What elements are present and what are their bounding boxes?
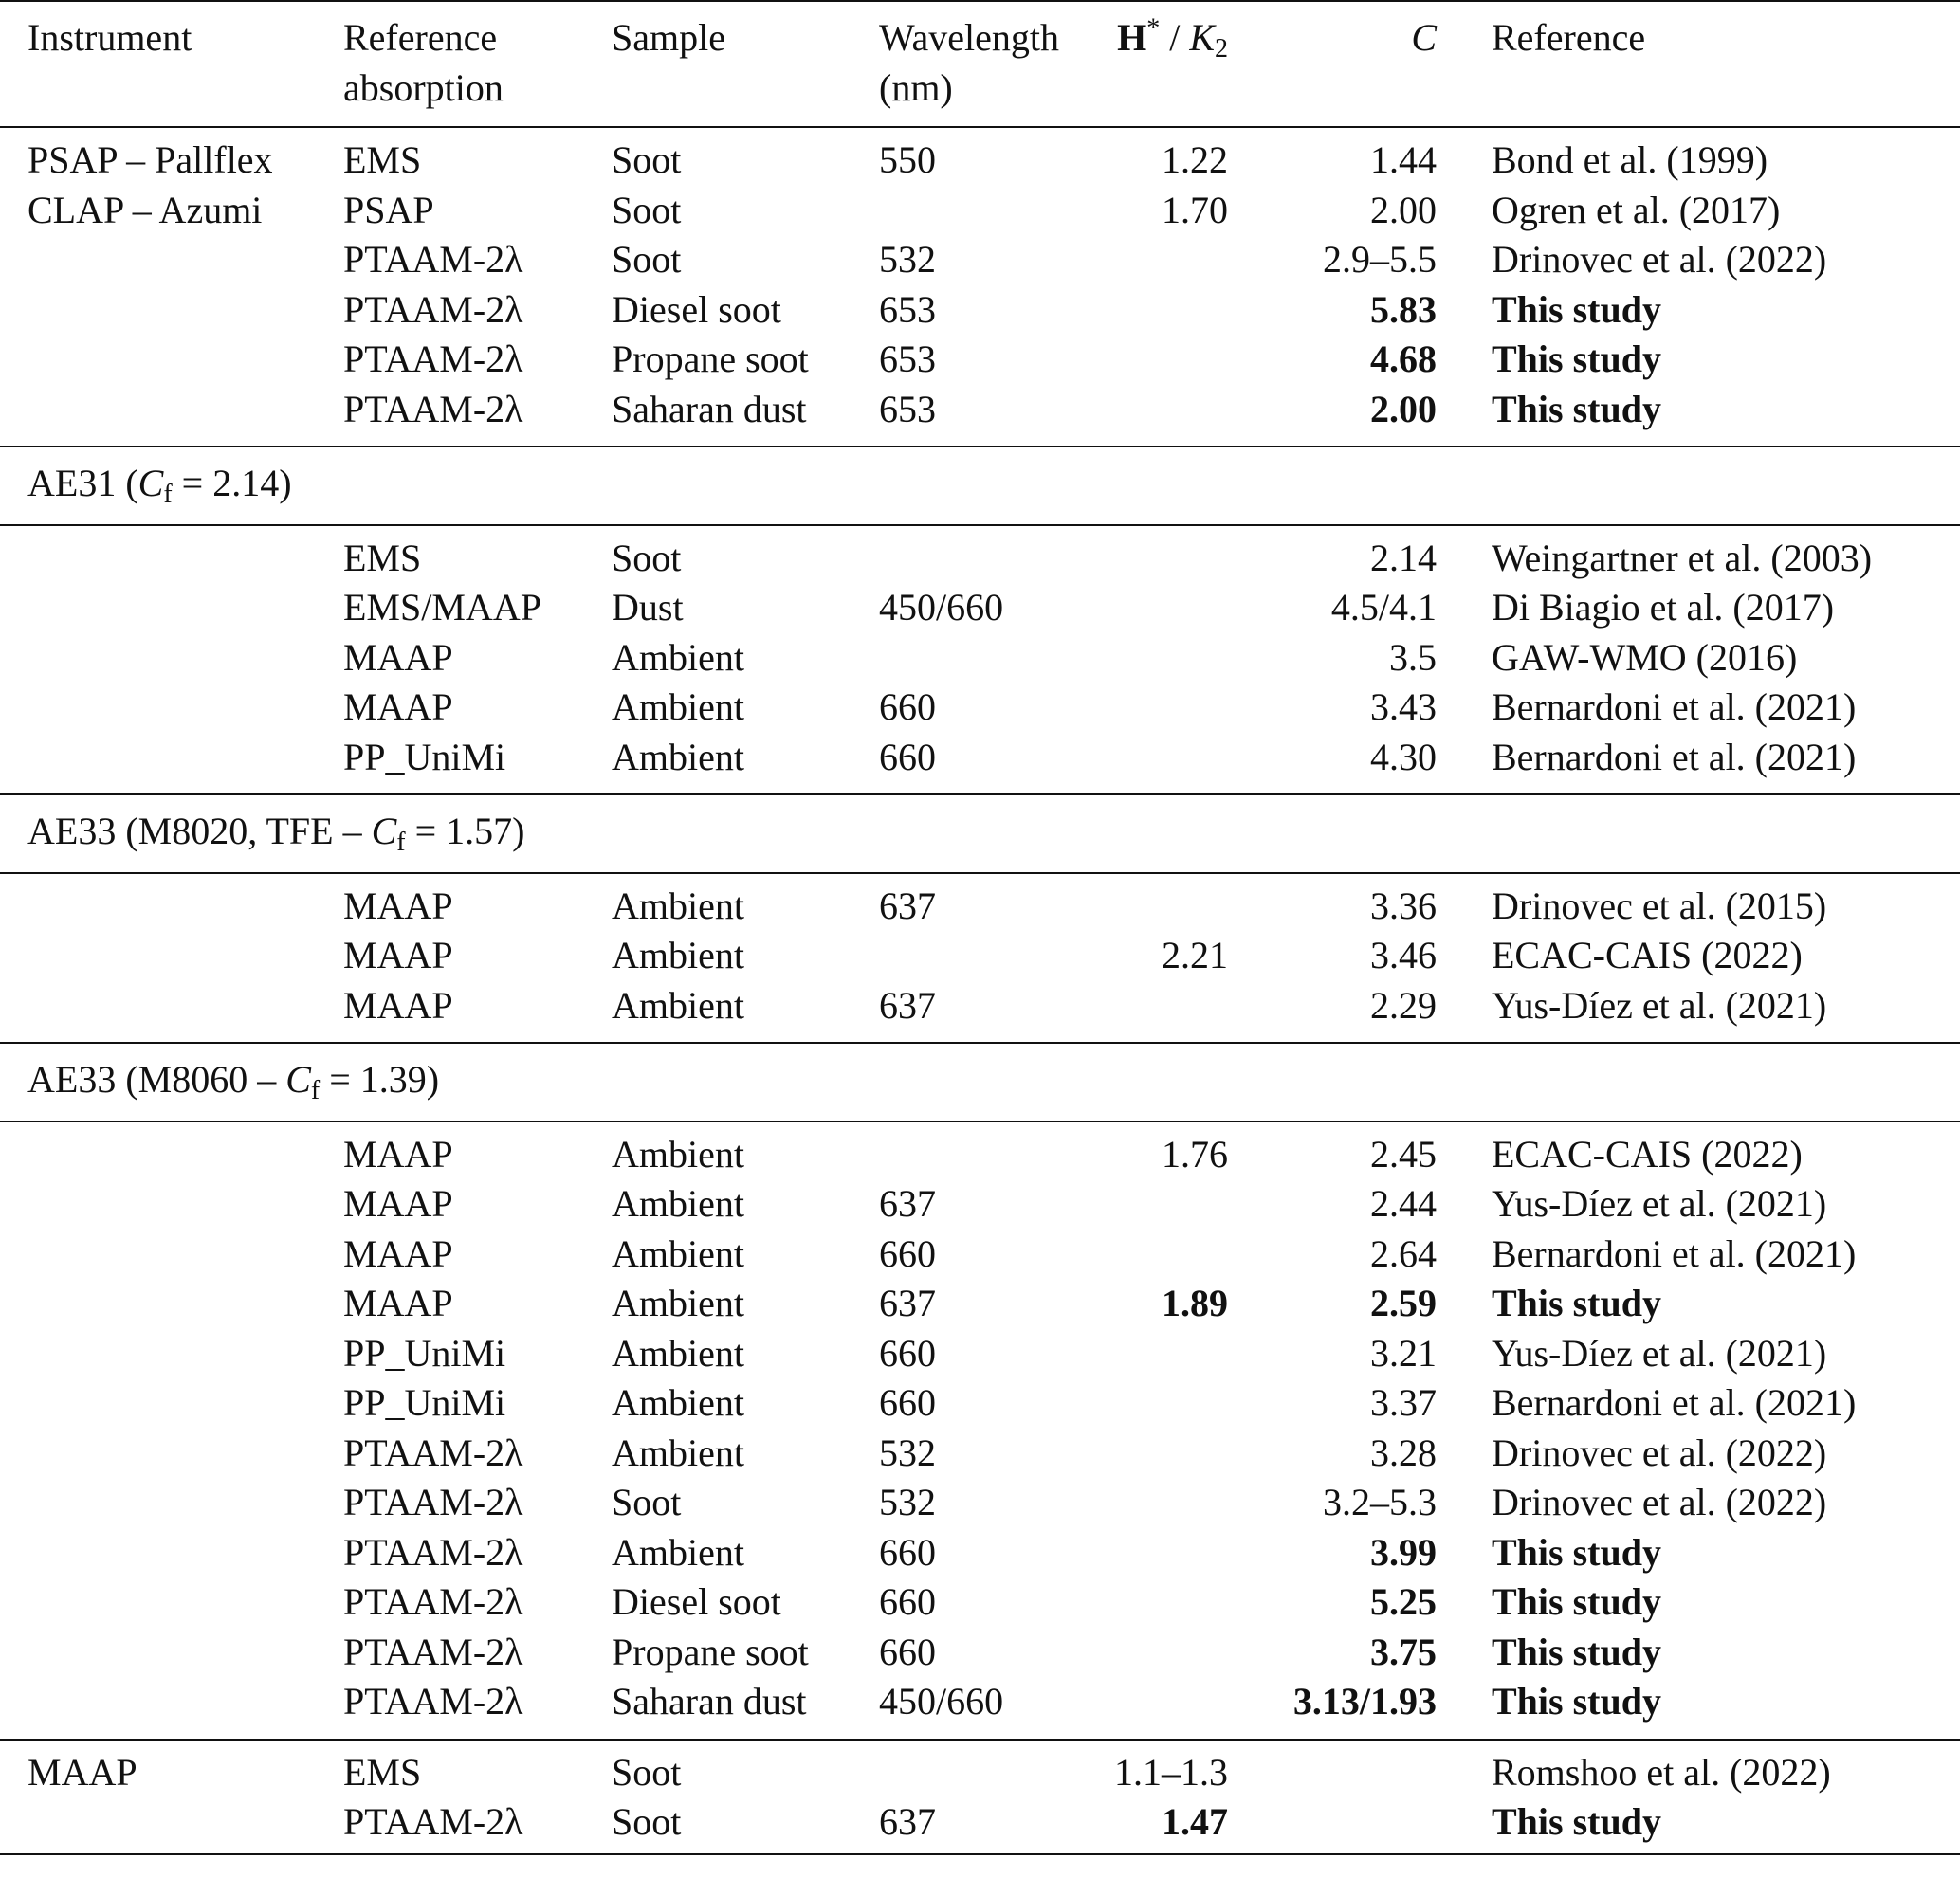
group-title-row [0, 1043, 1960, 1121]
sample-cell: Propane soot [612, 1630, 809, 1673]
hk-cell [1105, 1628, 1228, 1678]
table-row [0, 385, 1960, 447]
ref-abs-cell: EMS/MAAP [343, 586, 541, 629]
sample-cell: Soot [612, 525, 879, 584]
group-title-ae33-m8060: AE33 $(M8060 - C_f = 1.39)$ [0, 1043, 1960, 1121]
reference-cell: This study [1492, 337, 1661, 380]
hk-cell: 1.70 [1162, 188, 1228, 231]
reference-cell: This study [1492, 287, 1661, 331]
group-title-ae31: AE31 $(C_f = 2.14)$ [0, 447, 1960, 525]
c-cell: 4.68 [1370, 337, 1437, 380]
wavelength-cell: 550 [879, 127, 1105, 186]
sample-cell: Soot [612, 1797, 879, 1854]
wavelength-cell: 660 [879, 1580, 936, 1623]
instrument-cell: CLAP – Azumi [27, 188, 263, 231]
table-row [0, 583, 1960, 633]
sample-cell: Ambient [612, 934, 744, 976]
table-row [0, 1121, 1960, 1180]
wavelength-cell: 653 [879, 287, 936, 331]
wavelength-cell [879, 1121, 1105, 1180]
table-row [0, 873, 1960, 932]
wavelength-cell [879, 931, 1105, 981]
ref-abs-cell: EMS [343, 1740, 612, 1798]
reference-cell: This study [1492, 1580, 1661, 1623]
sample-cell: Ambient [612, 735, 744, 778]
hk-cell [1105, 335, 1228, 385]
reference-cell: This study [1492, 1530, 1661, 1574]
hk-cell [1105, 525, 1228, 584]
c-cell: 2.00 [1370, 188, 1437, 231]
ref-abs-cell: PTAAM-2λ [343, 1797, 612, 1854]
sample-cell: Saharan dust [612, 387, 807, 430]
header-reference-absorption: Reference absorption [343, 16, 504, 109]
reference-cell: ECAC-CAIS (2022) [1437, 1121, 1960, 1180]
instrument-cell: MAAP [0, 1740, 343, 1798]
hk-cell [1105, 1179, 1228, 1230]
ref-abs-cell: MAAP [343, 873, 612, 932]
ref-abs-cell: MAAP [343, 983, 453, 1027]
table-row [0, 1677, 1960, 1740]
hk-cell: 1.22 [1105, 127, 1228, 186]
c-cell: 3.37 [1370, 1381, 1437, 1424]
instrument-cell: PSAP – Pallflex [0, 127, 343, 186]
table-row [0, 981, 1960, 1044]
wavelength-cell: 637 [879, 983, 936, 1027]
wavelength-cell: 450/660 [879, 1680, 1004, 1723]
sample-cell: Diesel soot [612, 1580, 781, 1623]
hk-cell [1105, 1378, 1228, 1429]
c-cell: 3.28 [1370, 1431, 1437, 1474]
reference-cell: This study [1492, 1630, 1661, 1673]
c-cell: 3.5 [1389, 635, 1437, 679]
ref-abs-cell: MAAP [343, 1121, 612, 1180]
hk-cell [1105, 683, 1228, 733]
hk-cell: 1.89 [1162, 1282, 1228, 1324]
ref-abs-cell: PTAAM-2λ [343, 337, 523, 380]
ref-abs-cell: PTAAM-2λ [343, 1680, 523, 1723]
table-row [0, 1528, 1960, 1578]
c-cell: 1.44 [1228, 127, 1437, 186]
ref-abs-cell: EMS [343, 525, 612, 584]
table-row [0, 633, 1960, 684]
table-row [0, 235, 1960, 285]
sample-cell: Ambient [612, 1431, 744, 1474]
wavelength-cell: 653 [879, 337, 936, 380]
header-h-k2: $H^* / K_2$ [1117, 13, 1228, 64]
wavelength-cell: 653 [879, 387, 936, 430]
wavelength-cell: 532 [879, 1481, 936, 1523]
hk-cell [1105, 981, 1228, 1044]
reference-cell: Bernardoni et al. (2021) [1492, 685, 1857, 728]
table-row [0, 1478, 1960, 1528]
table-row [0, 1740, 1960, 1798]
table-row [0, 1329, 1960, 1379]
header-instrument: Instrument [27, 16, 192, 59]
sample-cell: Soot [612, 127, 879, 186]
sample-cell: Ambient [612, 1182, 744, 1225]
table-row [0, 1429, 1960, 1479]
reference-cell: Drinovec et al. (2022) [1492, 238, 1827, 281]
sample-cell: Soot [612, 1481, 682, 1523]
sample-cell: Ambient [612, 873, 879, 932]
sample-cell: Ambient [612, 635, 744, 679]
hk-cell: 1.76 [1105, 1121, 1228, 1180]
ref-abs-cell: PP_UniMi [343, 735, 506, 778]
table-row [0, 733, 1960, 795]
reference-cell: Bond et al. (1999) [1437, 127, 1960, 186]
header-wavelength: Wavelength (nm) [879, 16, 1060, 109]
reference-cell: ECAC-CAIS (2022) [1492, 934, 1803, 976]
c-cell: 2.45 [1228, 1121, 1437, 1180]
sample-cell: Saharan dust [612, 1680, 807, 1723]
reference-cell: Drinovec et al. (2015) [1437, 873, 1960, 932]
group-title-row [0, 447, 1960, 525]
reference-cell: Yus-Díez et al. (2021) [1492, 1182, 1827, 1225]
c-cell: 2.59 [1370, 1282, 1437, 1324]
sample-cell: Soot [612, 1740, 879, 1798]
sample-cell: Ambient [612, 1282, 744, 1324]
wavelength-cell: 660 [879, 1381, 936, 1424]
wavelength-cell: 660 [879, 1231, 936, 1275]
header-reference: Reference [1492, 16, 1646, 59]
ref-abs-cell: MAAP [343, 1182, 453, 1225]
sample-cell: Ambient [612, 1331, 744, 1375]
c-cell: 3.13/1.93 [1292, 1680, 1437, 1723]
wavelength-cell: 660 [879, 1530, 936, 1574]
c-cell: 2.44 [1370, 1182, 1437, 1225]
sample-cell: Soot [612, 188, 682, 231]
wavelength-cell: 660 [879, 735, 936, 778]
wavelength-cell: 532 [879, 238, 936, 281]
ref-abs-cell: PTAAM-2λ [343, 1580, 523, 1623]
ref-abs-cell: MAAP [343, 635, 453, 679]
reference-cell: This study [1492, 387, 1661, 430]
c-cell: 5.25 [1370, 1580, 1437, 1623]
sample-cell: Soot [612, 238, 682, 281]
wavelength-cell: 637 [879, 873, 1105, 932]
c-cell: 3.2–5.3 [1323, 1481, 1437, 1523]
c-cell: 3.43 [1370, 685, 1437, 728]
table-header [0, 1, 1960, 127]
ref-abs-cell: PTAAM-2λ [343, 1431, 523, 1474]
ref-abs-cell: PSAP [343, 188, 434, 231]
hk-cell [1105, 1329, 1228, 1379]
wavelength-cell: 637 [879, 1797, 1105, 1854]
reference-cell: Drinovec et al. (2022) [1492, 1431, 1827, 1474]
sample-cell: Diesel soot [612, 287, 781, 331]
c-cell: 3.99 [1370, 1530, 1437, 1574]
header-sample: Sample [612, 16, 725, 59]
reference-cell: Bernardoni et al. (2021) [1492, 1381, 1857, 1424]
reference-cell: Yus-Díez et al. (2021) [1492, 1331, 1827, 1375]
wavelength-cell: 532 [879, 1431, 936, 1474]
wavelength-cell [879, 633, 1105, 684]
reference-cell: This study [1492, 1680, 1661, 1723]
table-row [0, 683, 1960, 733]
wavelength-cell: 637 [879, 1182, 936, 1225]
wavelength-cell: 660 [879, 1331, 936, 1375]
c-cell: 3.21 [1370, 1331, 1437, 1375]
hk-cell [1105, 873, 1228, 932]
table-row [0, 1628, 1960, 1678]
wavelength-cell: 660 [879, 1630, 936, 1673]
hk-cell [1105, 583, 1228, 633]
reference-cell: Drinovec et al. (2022) [1492, 1481, 1827, 1523]
reference-cell: Bernardoni et al. (2021) [1492, 735, 1857, 778]
ref-abs-cell: MAAP [343, 1231, 453, 1275]
ref-abs-cell: PTAAM-2λ [343, 1630, 523, 1673]
hk-cell [1105, 733, 1228, 795]
ref-abs-cell: EMS [343, 127, 612, 186]
reference-cell: Ogren et al. (2017) [1492, 188, 1781, 231]
wavelength-cell [879, 186, 1105, 236]
hk-cell [1105, 385, 1228, 447]
table-row [0, 1378, 1960, 1429]
c-cell: 2.29 [1370, 983, 1437, 1027]
ref-abs-cell: PP_UniMi [343, 1331, 506, 1375]
table-row [0, 1577, 1960, 1628]
wavelength-cell: 660 [879, 685, 936, 728]
sample-cell: Ambient [612, 1121, 879, 1180]
wavelength-cell: 450/660 [879, 586, 1004, 629]
table-row [0, 1797, 1960, 1854]
reference-cell: Romshoo et al. (2022) [1437, 1740, 1960, 1798]
c-cell: 3.36 [1228, 873, 1437, 932]
hk-cell: 1.47 [1105, 1797, 1228, 1854]
wavelength-cell [879, 525, 1105, 584]
c-cell: 3.46 [1370, 934, 1437, 976]
hk-cell [1105, 633, 1228, 684]
sample-cell: Ambient [612, 983, 744, 1027]
ref-abs-cell: PTAAM-2λ [343, 238, 523, 281]
table-row [0, 931, 1960, 981]
c-cell: 4.30 [1370, 735, 1437, 778]
ref-abs-cell: PTAAM-2λ [343, 1530, 523, 1574]
sample-cell: Dust [612, 586, 684, 629]
table-row [0, 525, 1960, 584]
table-row [0, 1279, 1960, 1329]
hk-cell [1105, 1677, 1228, 1740]
table-row [0, 1230, 1960, 1280]
table-row [0, 1179, 1960, 1230]
ref-abs-cell: MAAP [343, 1282, 453, 1324]
reference-cell: GAW-WMO (2016) [1492, 635, 1798, 679]
hk-cell [1105, 235, 1228, 285]
sample-cell: Ambient [612, 685, 744, 728]
sample-cell: Propane soot [612, 337, 809, 380]
ref-abs-cell: PTAAM-2λ [343, 1481, 523, 1523]
hk-cell [1105, 1230, 1228, 1280]
table-row [0, 285, 1960, 336]
c-cell: 2.64 [1370, 1231, 1437, 1275]
ref-abs-cell: MAAP [343, 685, 453, 728]
table-row [0, 186, 1960, 236]
hk-cell [1105, 285, 1228, 336]
ref-abs-cell: PP_UniMi [343, 1381, 506, 1424]
sample-cell: Ambient [612, 1530, 744, 1574]
wavelength-cell [879, 1740, 1105, 1798]
group-title-ae33-m8020: AE33 (M8020, TFE – $C_f = 1.57$) [0, 794, 1960, 873]
c-cell: 2.9–5.5 [1323, 238, 1437, 281]
c-cell [1228, 1740, 1437, 1798]
hk-cell [1105, 1528, 1228, 1578]
hk-cell: 2.21 [1162, 934, 1228, 976]
hk-cell [1105, 1429, 1228, 1479]
hk-cell: 1.1–1.3 [1105, 1740, 1228, 1798]
c-cell: 5.83 [1370, 287, 1437, 331]
sample-cell: Ambient [612, 1231, 744, 1275]
ref-abs-cell: PTAAM-2λ [343, 387, 523, 430]
reference-cell: Weingartner et al. (2003) [1437, 525, 1960, 584]
c-cell: 2.00 [1370, 387, 1437, 430]
ref-abs-cell: MAAP [343, 934, 453, 976]
table-row [0, 127, 1960, 186]
c-cell: 3.75 [1370, 1630, 1437, 1673]
reference-cell: Yus-Díez et al. (2021) [1492, 983, 1827, 1027]
group-title-row [0, 794, 1960, 873]
wavelength-cell: 637 [879, 1282, 936, 1324]
header-c: C [1411, 16, 1437, 59]
hk-cell [1105, 1577, 1228, 1628]
c-cell [1228, 1797, 1437, 1854]
table-row [0, 335, 1960, 385]
reference-cell: This study [1492, 1282, 1661, 1324]
c-cell: 4.5/4.1 [1330, 586, 1437, 629]
reference-cell: Di Biagio et al. (2017) [1492, 586, 1835, 629]
ref-abs-cell: PTAAM-2λ [343, 287, 523, 331]
sample-cell: Ambient [612, 1381, 744, 1424]
hk-cell [1105, 1478, 1228, 1528]
c-cell: 2.14 [1228, 525, 1437, 584]
reference-cell: Bernardoni et al. (2021) [1492, 1231, 1857, 1275]
reference-cell: This study [1437, 1797, 1960, 1854]
